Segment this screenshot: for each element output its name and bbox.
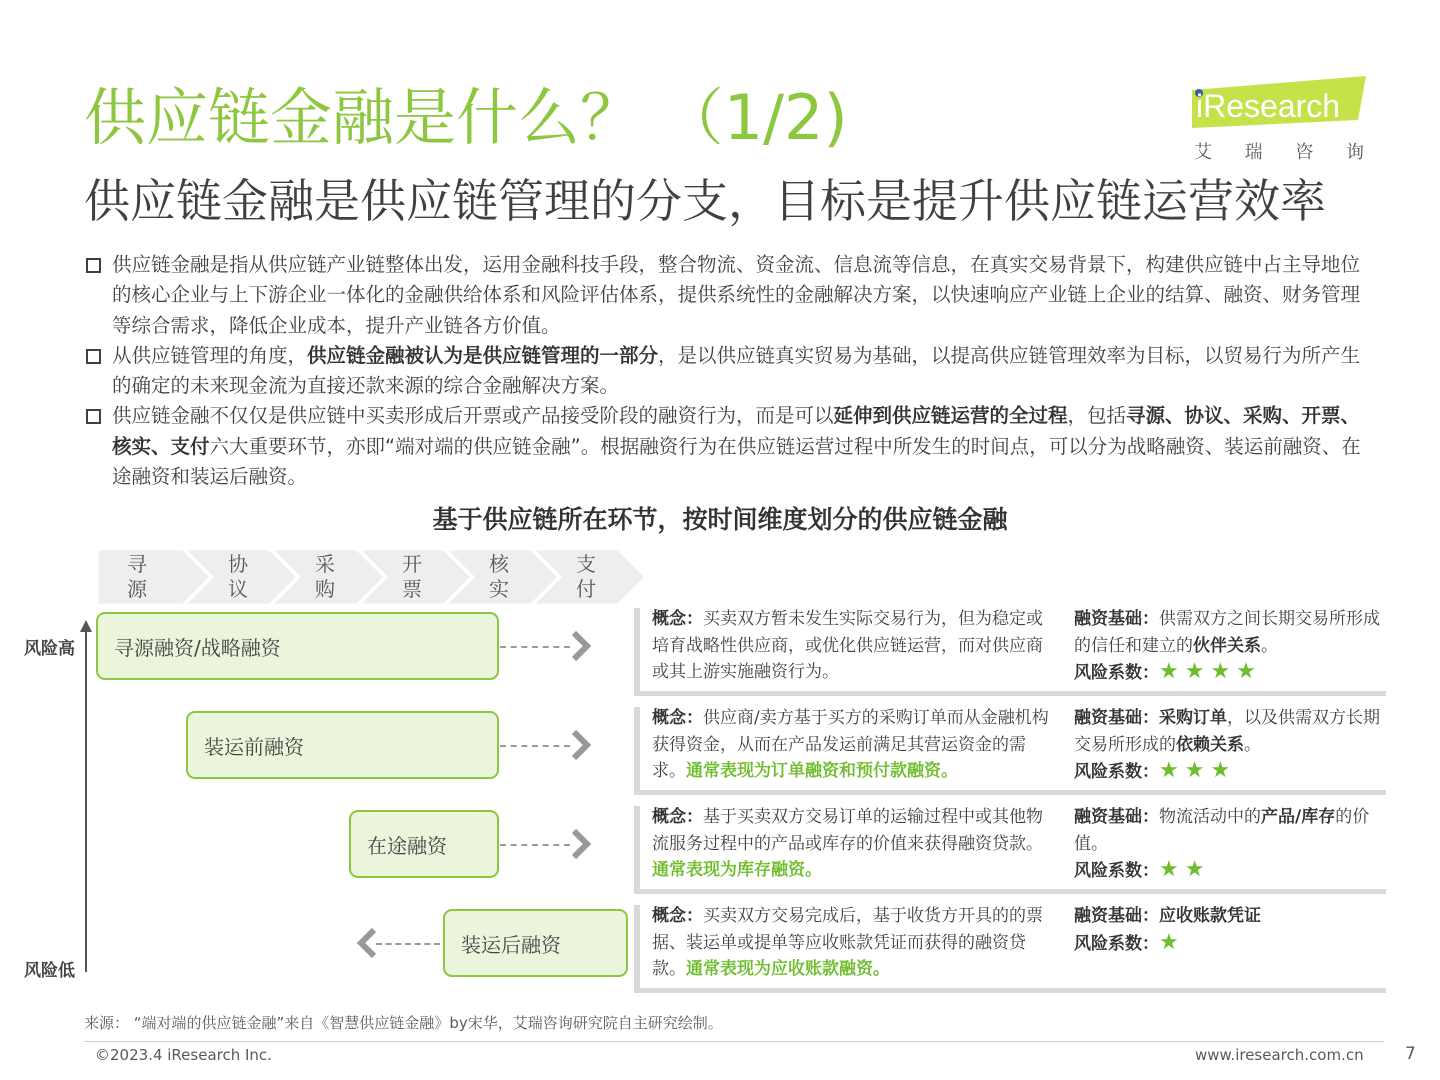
bullet-text: 供应链金融不仅仅是供应链中买卖形成后开票或产品接受阶段的融资行为，而是可以: [112, 404, 834, 428]
basis-text: 。: [1244, 734, 1261, 755]
risk-stars-icon: ★★★★: [1159, 659, 1262, 684]
risk-stars-icon: ★★★: [1159, 758, 1237, 783]
page-subtitle: 供应链金融是供应链管理的分支，目标是提升供应链运营效率: [84, 174, 1326, 228]
bullet-item: [84, 401, 1374, 492]
step-char: 寻: [127, 552, 147, 576]
stage-box: [96, 612, 499, 680]
dashed-connector: [500, 844, 570, 846]
basis-text: 依赖关系: [1176, 734, 1244, 755]
concept-label: 概念：: [652, 708, 703, 728]
concept-label: 概念：: [652, 609, 703, 629]
risk-axis: [85, 628, 87, 972]
intro-bullets: [84, 250, 1374, 492]
dashed-connector: [500, 646, 570, 648]
dashed-connector: [376, 943, 440, 945]
financing-basis: [1074, 705, 1392, 786]
basis-text: 。: [1261, 635, 1278, 656]
diagram-title: 基于供应链所在环节，按时间维度划分的供应链金融: [432, 505, 1008, 534]
concept-highlight: 通常表现为库存融资。: [652, 860, 822, 880]
financing-basis: [1074, 606, 1392, 687]
bullet-text: ，是以供应链真实贸易为基础，以提高供应链管理效率为目标，以贸易行为所产生的确定的未来现金流为直接还款来源的综合金融解决方案。: [112, 343, 1361, 398]
process-step: [445, 549, 531, 605]
website-url: www.iresearch.com.cn: [1195, 1046, 1364, 1064]
chevron-right-icon: [570, 828, 592, 860]
risk-label: 风险系数：: [1074, 762, 1159, 782]
iresearch-logo: [1190, 76, 1370, 166]
square-bullet-icon: [86, 258, 101, 273]
process-step: [358, 549, 444, 605]
page-number: 7: [1405, 1044, 1416, 1064]
bullet-text: 从供应链管理的角度，: [112, 343, 308, 367]
bullet-text: 六大重要环节，亦即“端对端的供应链金融”。根据融资行为在供应链运营过程中所发生的时间点，可以分为战略融资、装运前融资、在途融资和装运后融资。: [112, 434, 1361, 489]
square-bullet-icon: [86, 409, 101, 424]
stage-box: [186, 711, 499, 779]
risk-line: [1074, 758, 1392, 786]
concept-highlight: 通常表现为订单融资和预付款融资。: [686, 761, 958, 781]
step-char: 核: [489, 552, 509, 576]
basis-label: 融资基础：: [1074, 906, 1159, 926]
bullet-item: [84, 341, 1374, 402]
risk-label: 风险系数：: [1074, 933, 1159, 954]
stage-box: [443, 909, 628, 977]
axis-label-low: 风险低: [24, 961, 75, 981]
concept-body: 基于买卖双方交易订单的运输过程中或其他物流服务过程中的产品或库存的价值来获得融资贷款。: [652, 807, 1043, 854]
step-char: 票: [402, 577, 422, 601]
concept-text: [652, 903, 1050, 983]
square-bullet-icon: [86, 349, 101, 364]
bullet-bold-text: 寻源、协议、采购、开票、核实、支付: [112, 404, 1361, 458]
basis-label: 融资基础：: [1074, 609, 1159, 629]
risk-axis-arrow-icon: [80, 620, 92, 632]
concept-body: 买卖双方交易完成后，基于收货方开具的的票据、装运单或提单等应收账款凭证而获得的融资贷款。: [652, 906, 1043, 979]
basis-text: 应收账款凭证: [1159, 906, 1261, 926]
stage-name: 在途融资: [367, 833, 447, 858]
concept-highlight: 通常表现为应收账款融资。: [686, 959, 890, 979]
step-char: 源: [127, 577, 147, 601]
stage-description-card: [634, 608, 1386, 696]
basis-label: 融资基础：: [1074, 708, 1159, 728]
chevron-right-icon: [570, 630, 592, 662]
bullet-bold-text: 供应链金融被认为是供应链管理的一部分: [307, 343, 659, 367]
risk-label: 风险系数：: [1074, 861, 1159, 881]
basis-text: 供需双方之间长期交易所形成的信任和建立的: [1074, 609, 1380, 656]
risk-line: [1074, 857, 1392, 885]
basis-text: 伙伴关系: [1193, 635, 1261, 656]
chevron-left-icon: [356, 927, 378, 959]
step-char: 实: [489, 577, 509, 601]
dashed-connector: [500, 745, 570, 747]
basis-text: 采购订单: [1159, 708, 1227, 728]
financing-basis: [1074, 804, 1392, 885]
basis-line: [1074, 903, 1392, 930]
concept-body: 供应商/卖方基于买方的采购订单而从金融机构获得资金，从而在产品发运前满足其营运资金的需求。: [652, 708, 1049, 781]
basis-line: [1074, 804, 1392, 857]
financing-basis: [1074, 903, 1392, 957]
process-step: [271, 549, 357, 605]
basis-text: 的价值。: [1074, 807, 1370, 854]
step-char: 购: [315, 577, 335, 601]
bullet-bold-text: 延伸到供应链运营的全过程: [833, 404, 1068, 428]
axis-label-high: 风险高: [24, 639, 75, 659]
stage-box: [349, 810, 499, 878]
process-step-label: [546, 552, 626, 602]
concept-body: 买卖双方暂未发生实际交易行为，但为稳定或培育战略性供应商，或优化供应链运营，而对供应商或其上游实施融资行为。: [652, 609, 1043, 682]
step-char: 采: [315, 552, 335, 576]
chevron-right-icon: [570, 729, 592, 761]
concept-text: [652, 606, 1050, 686]
process-step-label: [198, 552, 278, 602]
bullet-text: 供应链金融是指从供应链产业链整体出发，运用金融科技手段，整合物流、资金流、信息流等信息，在真实交易背景下，构建供应链中占主导地位的核心企业与上下游企业一体化的金融供给体系和风险评估体系，提供系统性的金融解决方案，以快速响应产业链上企业的结算、融资、财务管理等综合需求，降低企业成本，提升产业链各方价值。: [112, 253, 1361, 337]
stage-description-card: [634, 707, 1386, 795]
process-step-label: [459, 552, 539, 602]
step-char: 支: [576, 552, 596, 576]
copyright: ©2023.4 iResearch Inc.: [95, 1046, 272, 1064]
stage-name: 寻源融资/战略融资: [114, 635, 281, 660]
basis-text: 产品/库存: [1261, 807, 1336, 827]
basis-text: 物流活动中的: [1159, 807, 1261, 827]
logo-wordmark: iResearch: [1196, 88, 1341, 124]
concept-text: [652, 804, 1050, 884]
step-char: 开: [402, 552, 422, 576]
concept-text: [652, 705, 1050, 785]
step-char: 协: [228, 552, 248, 576]
stage-name: 装运后融资: [461, 932, 561, 957]
process-step: [184, 549, 270, 605]
source-note: 来源： “端对端的供应链金融”来自《智慧供应链金融》by宋华，艾瑞咨询研究院自主研究绘制。: [84, 1014, 723, 1032]
stage-name: 装运前融资: [204, 734, 304, 759]
basis-line: [1074, 705, 1392, 758]
process-step: [532, 549, 618, 605]
risk-stars-icon: ★★: [1159, 857, 1211, 882]
process-step-label: [285, 552, 365, 602]
stage-description-card: [634, 905, 1386, 993]
risk-stars-icon: ★: [1159, 929, 1185, 955]
bullet-item: [84, 250, 1374, 341]
bullet-text: ，包括: [1067, 404, 1127, 428]
basis-text: ，以及供需双方长期交易所形成的: [1074, 708, 1380, 755]
logo-cn-name: 艾 瑞 咨 询: [1194, 142, 1364, 163]
risk-line: [1074, 930, 1392, 958]
basis-line: [1074, 606, 1392, 659]
concept-label: 概念：: [652, 906, 703, 926]
step-char: 议: [228, 577, 248, 601]
risk-line: [1074, 659, 1392, 687]
basis-label: 融资基础：: [1074, 807, 1159, 827]
page-title: 供应链金融是什么？ （1/2): [84, 81, 848, 154]
process-step-label: [97, 552, 177, 602]
risk-label: 风险系数：: [1074, 663, 1159, 683]
process-step-label: [372, 552, 452, 602]
step-char: 付: [576, 577, 596, 601]
process-step: [97, 549, 183, 605]
concept-label: 概念：: [652, 807, 703, 827]
footer-divider: [84, 1041, 1384, 1042]
stage-description-card: [634, 806, 1386, 894]
